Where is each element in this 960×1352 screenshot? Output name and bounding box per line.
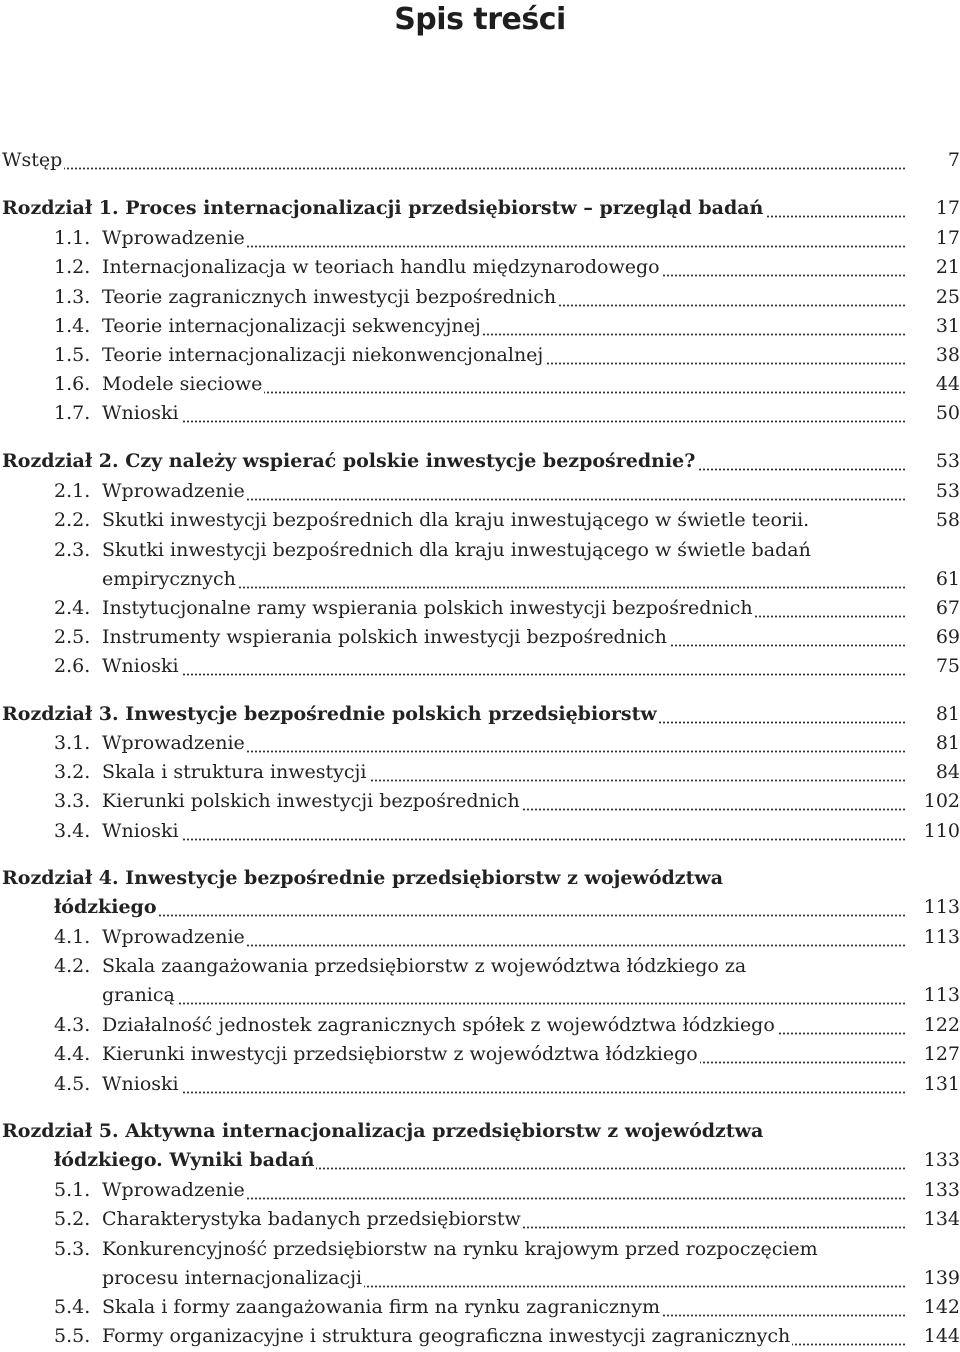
toc-section-4-2[interactable]: 4.2. Skala zaangażowania przedsiębiorstw z województwa łódzkiego za <box>0 952 960 981</box>
page-number: 122 <box>923 1014 960 1036</box>
toc-section-4-1[interactable]: 4.1. Wprowadzenie 113 <box>0 923 960 952</box>
page-number: 69 <box>935 626 960 648</box>
page-number: 21 <box>935 256 960 278</box>
page-number: 110 <box>923 820 960 842</box>
page-number: 84 <box>935 761 960 783</box>
page-number: 44 <box>935 373 960 395</box>
page-number: 58 <box>935 509 960 531</box>
toc-section-2-4[interactable]: 2.4. Instytucjonalne ramy wspierania polskich inwestycji bezpośrednich 67 <box>0 594 960 623</box>
toc-section-5-3[interactable]: 5.3. Konkurencyjność przedsiębiorstw na rynku krajowym przed rozpoczęciem <box>0 1235 960 1264</box>
toc-chapter-1[interactable]: Rozdział 1. Proces internacjonalizacji przedsiębiorstw – przegląd badań 17 <box>0 194 960 223</box>
toc-section-1-6[interactable]: 1.6. Modele sieciowe 44 <box>0 370 960 399</box>
page-number: 7 <box>947 149 960 171</box>
page-number: 81 <box>935 732 960 754</box>
toc-section-4-2-cont[interactable]: granicą 113 <box>0 981 960 1010</box>
toc-chapter-5-cont[interactable]: łódzkiego. Wyniki badań 133 <box>0 1146 960 1175</box>
toc-section-2-2[interactable]: 2.2. Skutki inwestycji bezpośrednich dla kraju inwestującego w świetle teorii. 58 <box>0 506 960 535</box>
page-number: 67 <box>935 597 960 619</box>
page-number: 113 <box>923 984 960 1006</box>
page-number: 127 <box>923 1043 960 1065</box>
toc-section-5-3-cont[interactable]: procesu internacjonalizacji 139 <box>0 1264 960 1293</box>
page-number: 134 <box>923 1208 960 1230</box>
toc-section-1-7[interactable]: 1.7. Wnioski 50 <box>0 399 960 428</box>
page-number: 113 <box>923 926 960 948</box>
toc-chapter-3[interactable]: Rozdział 3. Inwestycje bezpośrednie polskich przedsiębiorstw 81 <box>0 700 960 729</box>
toc-section-1-3[interactable]: 1.3. Teorie zagranicznych inwestycji bezpośrednich 25 <box>0 283 960 312</box>
toc-section-5-1[interactable]: 5.1. Wprowadzenie 133 <box>0 1176 960 1205</box>
toc-section-4-5[interactable]: 4.5. Wnioski 131 <box>0 1070 960 1099</box>
page-number: 75 <box>935 655 960 677</box>
page-number: 17 <box>935 197 960 219</box>
toc-section-3-2[interactable]: 3.2. Skala i struktura inwestycji 84 <box>0 758 960 787</box>
toc-section-5-4[interactable]: 5.4. Skala i formy zaangażowania firm na rynku zagranicznym 142 <box>0 1293 960 1322</box>
toc-chapter-5[interactable]: Rozdział 5. Aktywna internacjonalizacja przedsiębiorstw z województwa <box>0 1117 960 1146</box>
toc-chapter-4[interactable]: Rozdział 4. Inwestycje bezpośrednie przedsiębiorstw z województwa <box>0 864 960 893</box>
toc-section-2-5[interactable]: 2.5. Instrumenty wspierania polskich inwestycji bezpośrednich 69 <box>0 623 960 652</box>
page-number: 25 <box>935 286 960 308</box>
toc-chapter-2[interactable]: Rozdział 2. Czy należy wspierać polskie inwestycje bezpośrednie? 53 <box>0 447 960 476</box>
page-number: 113 <box>923 896 960 918</box>
toc-section-4-3[interactable]: 4.3. Działalność jednostek zagranicznych spółek z województwa łódzkiego 122 <box>0 1011 960 1040</box>
toc-entry-intro[interactable]: Wstęp 7 <box>0 146 960 175</box>
toc-section-1-2[interactable]: 1.2. Internacjonalizacja w teoriach handlu międzynarodowego 21 <box>0 253 960 282</box>
toc-chapter-4-cont[interactable]: łódzkiego 113 <box>0 893 960 922</box>
toc-section-4-4[interactable]: 4.4. Kierunki inwestycji przedsiębiorstw z województwa łódzkiego 127 <box>0 1040 960 1069</box>
toc-section-5-5[interactable]: 5.5. Formy organizacyjne i struktura geograficzna inwestycji zagranicznych 144 <box>0 1322 960 1351</box>
toc-section-1-5[interactable]: 1.5. Teorie internacjonalizacji niekonwencjonalnej 38 <box>0 341 960 370</box>
toc-section-3-1[interactable]: 3.1. Wprowadzenie 81 <box>0 729 960 758</box>
page-number: 31 <box>935 315 960 337</box>
page-number: 133 <box>923 1149 960 1171</box>
toc-section-1-4[interactable]: 1.4. Teorie internacjonalizacji sekwencyjnej 31 <box>0 312 960 341</box>
toc-section-1-1[interactable]: 1.1. Wprowadzenie 17 <box>0 224 960 253</box>
toc-section-3-3[interactable]: 3.3. Kierunki polskich inwestycji bezpośrednich 102 <box>0 787 960 816</box>
page-number: 102 <box>923 790 960 812</box>
page-number: 81 <box>935 703 960 725</box>
page-number: 53 <box>935 450 960 472</box>
page-number: 38 <box>935 344 960 366</box>
page-number: 133 <box>923 1179 960 1201</box>
toc-section-2-3-cont[interactable]: empirycznych 61 <box>0 565 960 594</box>
page-number: 131 <box>923 1073 960 1095</box>
page-number: 139 <box>923 1267 960 1289</box>
toc-section-2-3[interactable]: 2.3. Skutki inwestycji bezpośrednich dla kraju inwestującego w świetle badań <box>0 536 960 565</box>
page-number: 17 <box>935 227 960 249</box>
page-number: 61 <box>935 568 960 590</box>
page-number: 144 <box>923 1325 960 1347</box>
toc-section-2-1[interactable]: 2.1. Wprowadzenie 53 <box>0 477 960 506</box>
toc-section-2-6[interactable]: 2.6. Wnioski 75 <box>0 652 960 681</box>
toc-section-3-4[interactable]: 3.4. Wnioski 110 <box>0 817 960 846</box>
page-number: 53 <box>935 480 960 502</box>
page-title: Spis treści <box>394 2 566 37</box>
page-number: 50 <box>935 402 960 424</box>
page-number: 142 <box>923 1296 960 1318</box>
toc-section-5-2[interactable]: 5.2. Charakterystyka badanych przedsiębiorstw 134 <box>0 1205 960 1234</box>
